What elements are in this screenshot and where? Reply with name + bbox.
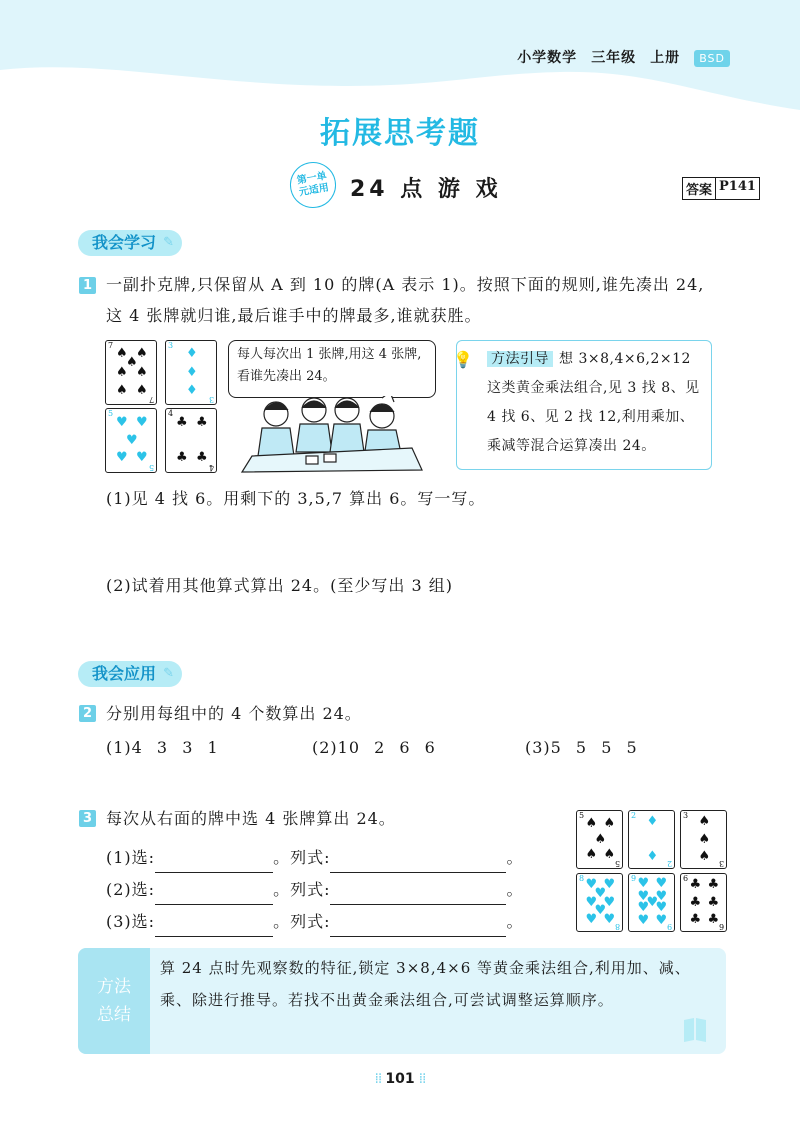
- answer-page: P141: [715, 178, 759, 199]
- method-guide-tag: 方法引导: [487, 351, 553, 367]
- card-suit-icon: ♠: [116, 383, 128, 399]
- header-volume: 上册: [650, 50, 681, 66]
- card-rank: 8: [579, 874, 585, 883]
- card-suit-icon: ♦: [186, 345, 198, 361]
- card-suit-icon: ♣: [689, 911, 702, 927]
- q3-row-label: (1)选:: [106, 848, 156, 867]
- card-suit-icon: ♠: [698, 831, 711, 847]
- playing-card: [165, 340, 217, 405]
- summary-tag-line2: 总结: [97, 1005, 131, 1025]
- card-suit-icon: ♠: [116, 345, 128, 361]
- card-suit-icon: ♣: [707, 877, 720, 893]
- card-suit-icon: ♠: [126, 355, 138, 371]
- card-suit-icon: ♥: [637, 912, 650, 928]
- playing-card: [628, 873, 675, 932]
- playing-card: [680, 810, 727, 869]
- header-grade: 三年级: [591, 50, 637, 66]
- card-rank: 6: [683, 874, 689, 883]
- card-suit-icon: ♣: [707, 894, 720, 910]
- card-suit-icon: ♣: [176, 450, 188, 466]
- section-learn: [78, 230, 182, 256]
- question-1-part-1: (1)见 4 找 6。用剩下的 3,5,7 算出 6。写一写。: [106, 489, 486, 508]
- card-suit-icon: ♦: [186, 364, 198, 380]
- card-suit-icon: ♥: [603, 911, 616, 927]
- card-suit-icon: ♥: [637, 876, 650, 892]
- answer-reference[interactable]: [682, 177, 760, 200]
- q3-answer-row: [106, 842, 523, 873]
- q3-answer-row: [106, 906, 523, 937]
- card-suit-icon: ♥: [116, 414, 128, 430]
- card-suit-icon: ♣: [689, 877, 702, 893]
- q3-row-label: (3)选:: [106, 912, 156, 931]
- select-blank[interactable]: [155, 920, 273, 937]
- summary-tag-line1: 方法: [97, 977, 131, 997]
- card-rank: 2: [666, 859, 672, 868]
- header-badge: BSD: [694, 50, 730, 67]
- card-suit-icon: ♠: [116, 364, 128, 380]
- card-suit-icon: ♠: [136, 383, 148, 399]
- card-suit-icon: ♠: [585, 847, 598, 863]
- card-suit-icon: ♠: [136, 364, 148, 380]
- method-guide-text: 想 3×8,4×6,2×12 这类黄金乘法组合,见 3 找 8、见 4 找 6、见 2 找 12,利用乘加、乘减等混合运算凑出 24。: [487, 351, 700, 454]
- card-rank: 2: [631, 811, 637, 820]
- card-suit-icon: ♦: [646, 814, 659, 830]
- card-suit-icon: ♥: [594, 885, 607, 901]
- question-2-number: 2: [79, 705, 96, 722]
- q3-row-label: (2)选:: [106, 880, 156, 899]
- card-suit-icon: ♥: [603, 877, 616, 893]
- card-suit-icon: ♥: [655, 888, 668, 904]
- card-suit-icon: ♥: [637, 888, 650, 904]
- card-rank: 3: [168, 341, 174, 350]
- card-rank: 6: [718, 922, 724, 931]
- q2-group-3: (3)5 5 5 5: [525, 738, 638, 757]
- q3-row-end: 。: [506, 848, 524, 867]
- card-suit-icon: ♣: [196, 450, 208, 466]
- playing-card: [628, 810, 675, 869]
- card-suit-icon: ♥: [603, 894, 616, 910]
- header-info: [503, 47, 730, 67]
- card-suit-icon: ♦: [186, 383, 198, 399]
- card-rank: 3: [718, 859, 724, 868]
- section-learn-label: 我会学习: [92, 233, 157, 252]
- equation-blank[interactable]: [330, 856, 506, 873]
- q2-group-2: (2)10 2 6 6: [312, 738, 436, 757]
- book-icon: [680, 1014, 710, 1044]
- card-suit-icon: ♠: [136, 345, 148, 361]
- card-suit-icon: ♠: [585, 815, 598, 831]
- card-suit-icon: ♥: [116, 450, 128, 466]
- lightbulb-icon: 💡: [453, 350, 474, 369]
- card-suit-icon: ♥: [136, 450, 148, 466]
- card-suit-icon: ♥: [646, 894, 659, 910]
- method-summary-box: [78, 948, 726, 1054]
- card-suit-icon: ♠: [698, 814, 711, 830]
- question-2-text: 分别用每组中的 4 个数算出 24。: [106, 704, 362, 723]
- method-summary-tag: [78, 948, 150, 1054]
- card-rank: 9: [666, 922, 672, 931]
- card-suit-icon: ♥: [585, 894, 598, 910]
- card-rank: 9: [631, 874, 637, 883]
- playing-card: [105, 408, 157, 473]
- q3-row-mid: 。列式:: [273, 880, 331, 899]
- method-summary-text: 算 24 点时先观察数的特征,锁定 3×8,4×6 等黄金乘法组合,利用加、减、乘、除进行推导。若找不出黄金乘法组合,可尝试调整运算顺序。: [160, 959, 691, 1009]
- q3-row-end: 。: [506, 880, 524, 899]
- decor-dots-left-icon: ⁞⁞: [374, 1071, 382, 1087]
- card-suit-icon: ♠: [603, 847, 616, 863]
- playing-card: [680, 873, 727, 932]
- card-suit-icon: ♥: [655, 900, 668, 916]
- question-1-text: 一副扑克牌,只保留从 A 到 10 的牌(A 表示 1)。按照下面的规则,谁先凑出 24,这 4 张牌就归谁,最后谁手中的牌最多,谁就获胜。: [106, 275, 705, 325]
- unit-stamp: [286, 158, 339, 211]
- answer-label: 答案: [686, 183, 713, 198]
- card-rank: 8: [614, 922, 620, 931]
- question-1-number: 1: [79, 277, 96, 294]
- question-3-number: 3: [79, 810, 96, 827]
- q2-group-1: (1)4 3 3 1: [106, 738, 219, 757]
- unit-stamp-text: 第一单元适用: [296, 170, 330, 199]
- section-apply-label: 我会应用: [92, 664, 157, 683]
- card-rank: 4: [168, 409, 174, 418]
- card-suit-icon: ♥: [655, 876, 668, 892]
- sub-title: 24 点 游 戏: [350, 177, 502, 202]
- card-rank: 4: [208, 463, 214, 472]
- card-rank: 5: [614, 859, 620, 868]
- question-3-text: 每次从右面的牌中选 4 张牌算出 24。: [106, 809, 396, 828]
- select-blank[interactable]: [155, 888, 273, 905]
- decor-dots-right-icon: ⁞⁞: [418, 1071, 426, 1087]
- card-rank: 5: [579, 811, 585, 820]
- q3-answer-row: [106, 874, 523, 905]
- card-suit-icon: ♠: [594, 831, 607, 847]
- pencil-icon: ✎: [163, 235, 175, 250]
- q3-row-mid: 。列式:: [273, 848, 331, 867]
- card-suit-icon: ♥: [136, 414, 148, 430]
- card-rank: 5: [108, 409, 114, 418]
- page-number: [0, 1071, 800, 1087]
- page-title: 拓展思考题: [320, 116, 480, 151]
- card-suit-icon: ♣: [707, 911, 720, 927]
- card-rank: 3: [208, 395, 214, 404]
- card-rank: 7: [108, 341, 114, 350]
- card-suit-icon: ♠: [698, 848, 711, 864]
- select-blank[interactable]: [155, 856, 273, 873]
- q3-row-end: 。: [506, 912, 524, 931]
- header-subject: 小学数学: [517, 50, 578, 66]
- card-suit-icon: ♥: [637, 900, 650, 916]
- speech-text: 每人每次出 1 张牌,用这 4 张牌,看谁先凑出 24。: [237, 347, 422, 384]
- children-playing-illustration: [232, 396, 442, 474]
- playing-card: [576, 810, 623, 869]
- card-suit-icon: ♠: [603, 815, 616, 831]
- page-number-value: 101: [385, 1071, 415, 1087]
- q3-row-mid: 。列式:: [273, 912, 331, 931]
- pencil-icon: ✎: [163, 666, 175, 681]
- card-suit-icon: ♥: [585, 911, 598, 927]
- equation-blank[interactable]: [330, 920, 506, 937]
- card-rank: 3: [683, 811, 689, 820]
- playing-card: [105, 340, 157, 405]
- card-suit-icon: ♥: [594, 903, 607, 919]
- card-rank: 7: [148, 395, 154, 404]
- card-suit-icon: ♦: [646, 848, 659, 864]
- card-rank: 5: [148, 463, 154, 472]
- question-1-part-2: (2)试着用其他算式算出 24。(至少写出 3 组): [106, 576, 453, 595]
- card-suit-icon: ♥: [655, 912, 668, 928]
- speech-bubble: [228, 340, 436, 398]
- card-suit-icon: ♣: [689, 894, 702, 910]
- card-suit-icon: ♥: [126, 432, 138, 448]
- card-suit-icon: ♣: [196, 414, 208, 430]
- card-suit-icon: ♥: [585, 877, 598, 893]
- card-suit-icon: ♣: [176, 414, 188, 430]
- playing-card: [165, 408, 217, 473]
- playing-card: [576, 873, 623, 932]
- equation-blank[interactable]: [330, 888, 506, 905]
- section-apply: [78, 661, 182, 687]
- method-guide-box: [453, 340, 712, 470]
